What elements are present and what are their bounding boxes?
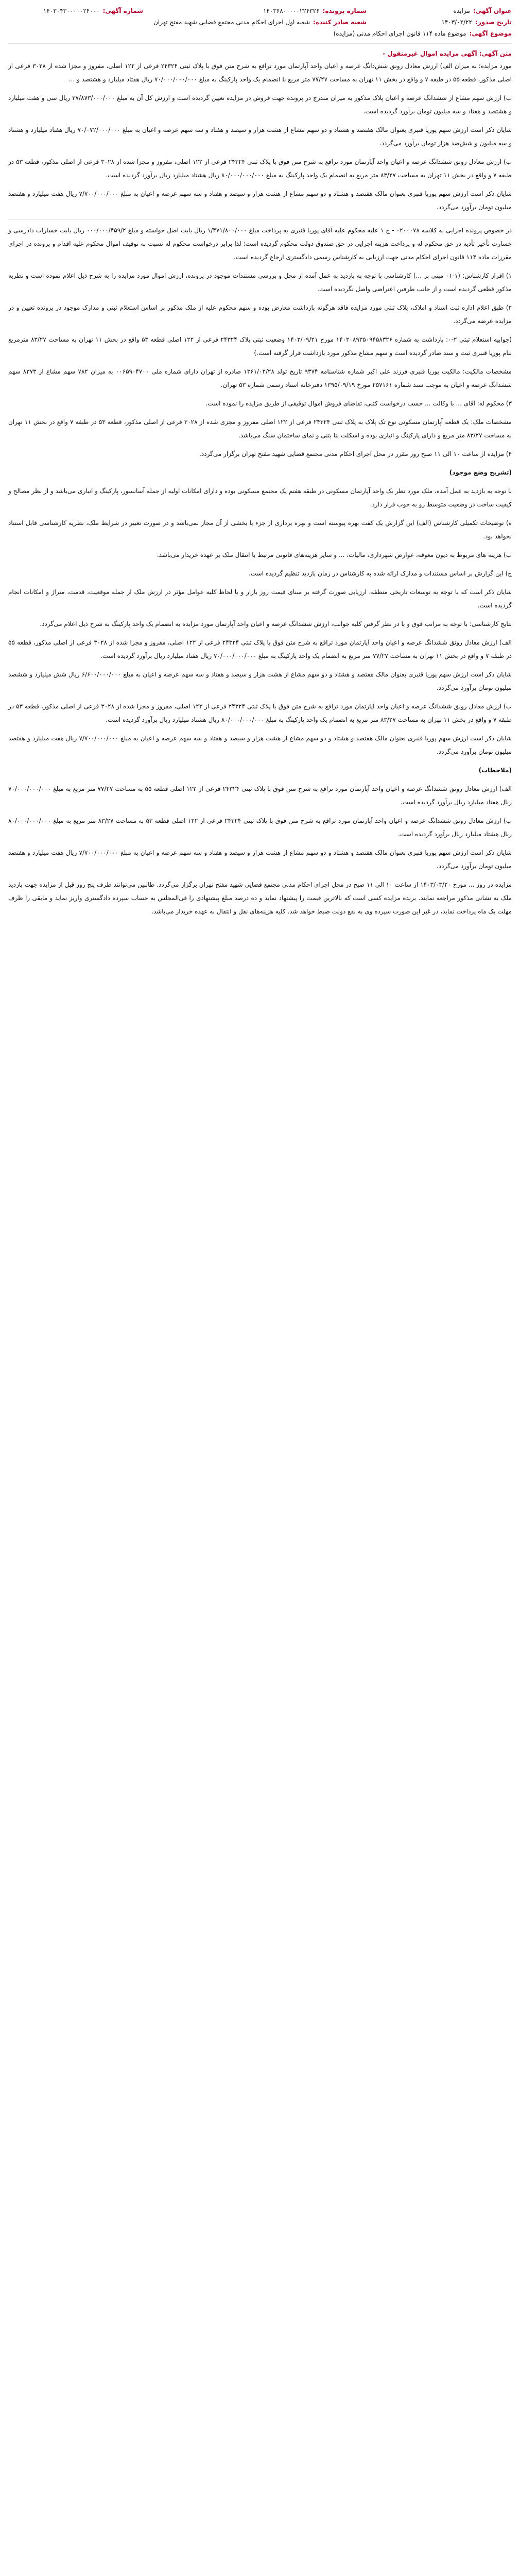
body-paragraph: ۱) اقرار کارشناس: (۱-۰۱ مبنی بر ...) کارشناسی با توجه به بازدید به عمل آمده از محل و بررسی مستندات موجود در پرونده، ارزش اموال مورد مزایده را به شرح ذیل اعلام نموده است و نظریه مذکور قطعی گردیده است و از جانب طرفین اعتراضی واصل نگردیده است. xyxy=(8,272,512,293)
section-heading: (ملاحظات) xyxy=(478,767,512,774)
case-row xyxy=(153,5,367,16)
notice-number-value: ۱۴۰۳۰۴۳۰۰۰۰۰۲۴۰۰۰ xyxy=(43,7,100,14)
subject-row xyxy=(8,28,512,39)
body-paragraph: ۴) مزایده از ساعت ۱۰ الی ۱۱ صبح روز مقرر در محل اجرای احکام مدنی مجتمع قضایی شهید مفتح تهران برگزار می‌گردد. xyxy=(199,450,512,457)
body-paragraph: ب) ارزش معادل رونق ششدانگ عرصه و اعیان واحد آپارتمان مورد ترافع به شرح متن فوق با پلاک ثبتی ۲۴۳۲۴ فرعی از ۱۲۲ اصلی، مفروز و مجزا شده از ۳۰۲۸ فرعی از اصلی مذکور، قطعه ۵۳ در طبقه ۷ و واقع در بخش ۱۱ تهران به مساحت ۸۳/۲۷ متر مربع به انضمام یک واحد پارکینگ به مبلغ ۸۰/۰۰۰/۰۰۰/۰۰۰ ریال هشتاد میلیارد ریال برآورد گردیده است. xyxy=(8,703,512,723)
date-label: تاریخ صدور: xyxy=(475,19,512,26)
issuer-row xyxy=(153,16,367,28)
date-row xyxy=(377,16,512,28)
body-paragraph: الف) ارزش معادل رونق ششدانگ عرصه و اعیان واحد آپارتمان مورد ترافع به شرح متن فوق با پلاک ثبتی ۲۴۳۲۴ فرعی از ۱۲۲ اصلی، مفروز و مجزا شده از ۳۰۲۸ فرعی از اصلی مذکور، قطعه ۵۵ در طبقه ۷ و واقع در بخش ۱۱ تهران به مساحت ۷۷/۲۷ متر مربع به انضمام یک واحد پارکینگ به مبلغ ۷۰/۰۰۰/۰۰۰/۰۰۰ ریال هفتاد میلیارد ریال برآورد گردیده است. xyxy=(8,639,512,659)
date-value: ۱۴۰۳/۰۲/۲۲ xyxy=(441,19,473,26)
case-value: ۱۴۰۳۶۸۰۰۰۰۰۲۲۴۳۲۶ xyxy=(263,7,320,14)
body-paragraph: مشخصات ملک: یک قطعه آپارتمان مسکونی نوع تک پلاک به پلاک ثبتی ۲۴۳۲۴ فرعی از ۱۲۲ اصلی مفروز و مجزی شده از ۳۰۲۸ فرعی از اصلی مذکور، قطعه ۵۳ در طبقه ۷ واقع در بخش ۱۱ تهران به مساحت ۸۳/۲۷ متر مربع و دارای پارکینگ و انباری بوده و اسکلت بنا بتنی و نمای ساختمان سنگ می‌باشد. xyxy=(8,418,512,439)
pagename-label: عنوان آگهی: xyxy=(473,7,512,14)
body-paragraph: مزایده در روز ... مورخ ۱۴۰۳/۰۳/۲۰ از ساعت ۱۰ الی ۱۱ صبح در محل اجرای احکام مدنی مجتمع قضایی شهید مفتح تهران برگزار می‌گردد. طالبین می‌توانند ظرف پنج روز قبل از مزایده جهت بازدید ملک به نشانی مذکور مراجعه نمایند. برنده مزایده کسی است که بالاترین قیمت را پیشنهاد نماید و ده درصد مبلغ پیشنهادی را فی‌المجلس به حساب سپرده دادگستری واریز نماید و مابقی را ظرف مهلت یک ماه پرداخت نماید، در غیر این صورت سپرده وی به نفع دولت ضبط خواهد شد. کلیه هزینه‌های نقل و انتقال به عهده خریدار می‌باشد. xyxy=(8,881,512,915)
body-paragraph: ب) هزینه های مربوط به دیون معوقه، عوارض شهرداری، مالیات، ... و سایر هزینه‌های قانونی مرتبط با انتقال ملک بر عهده خریدار می‌باشد. xyxy=(157,551,512,558)
body-paragraph: (جوابیه استعلام ثبتی ۲-۰: بازداشت به شماره ۱۴۰۲۰۸۹۳۵۰۹۴۵۸۳۲۶ مورخ ۱۴۰۲/۰۹/۲۱ وضعیت ثبتی پلاک ۲۴۳۲۴ فرعی از ۱۲۲ اصلی قطعه ۵۳ واقع در بخش ۱۱ تهران به مساحت ۸۳/۲۷ مترمربع بنام پوریا قنبری ثبت و سند صادر گردیده است و سهم مشاع مذکور مورد بازداشت قرار گرفته است.) xyxy=(8,336,512,357)
issuer-value: شعبه اول اجرای احکام مدنی مجتمع قضایی شهید مفتح تهران xyxy=(153,19,310,26)
body-paragraph: با توجه به بازدید به عمل آمده، ملک مورد نظر یک واحد آپارتمان مسکونی در طبقه هفتم یک مجتمع مسکونی بوده و دارای امکانات اولیه از جمله آسانسور، پارکینگ و انباری می‌باشد و از نظر مصالح و کیفیت ساخت در وضعیت متوسط رو به خوب قرار دارد. xyxy=(8,487,512,508)
notice-body xyxy=(8,59,512,918)
body-paragraph: ۲) طبق اعلام اداره ثبت اسناد و املاک، پلاک ثبتی مورد مزایده فاقد هرگونه بازداشت معارض بوده و سهم محکوم علیه از ملک مذکور بر اساس استعلام ثبتی و مدارک موجود در پرونده تعیین و در مزایده عرضه می‌گردد. xyxy=(8,304,512,325)
body-paragraph: ب) ارزش سهم مشاع از ششدانگ عرصه و اعیان پلاک مذکور به میزان مندرج در پرونده جهت فروش در مزایده تعیین گردیده است و ارزش کل آن به مبلغ ۳۷/۸۷۳/۰۰۰/۰۰۰ ریال سی و هفت میلیارد و هشتصد و هفتاد و سه میلیون تومان برآورد گردیده است. xyxy=(8,94,512,115)
header-middle-column xyxy=(153,5,367,28)
body-paragraph: ۳) محکوم له: آقای ... با وکالت ... حسب درخواست کتبی، تقاضای فروش اموال توقیفی از طریق مزایده را نموده است. xyxy=(205,400,512,407)
header-divider xyxy=(8,43,512,44)
issuer-label: شعبه صادر کننده: xyxy=(313,19,367,26)
pagename-value: مزایده xyxy=(453,7,470,14)
body-title: متن آگهی: آگهی مزایده اموال غیرمنقول - xyxy=(383,50,512,57)
notice-header xyxy=(8,5,512,28)
body-paragraph: شایان ذکر است ارزش سهم پوریا قنبری بعنوان مالک هفتصد و هشتاد و دو سهم مشاع از هشت هزار و سیصد و هفتاد و سه سهم عرصه و اعیان به مبلغ ۷۰/۰۷۲/۰۰۰/۰۰۰ ریال هفتاد میلیارد و هشتاد و سه میلیون و شش‌صد هزار تومان برآورد می‌گردد. xyxy=(8,126,512,147)
pagename-row xyxy=(377,5,512,16)
body-paragraph: شایان ذکر است ارزش سهم پوریا قنبری بعنوان مالک هفتصد و هشتاد و دو سهم مشاع از هشت هزار و سیصد و هفتاد و سه سهم عرصه و اعیان به مبلغ ۷/۷۰۰/۰۰۰/۰۰۰ ریال هفت میلیارد و هفتصد میلیون تومان برآورد می‌گردد. xyxy=(8,735,512,755)
body-paragraph: ب) ارزش معادل رونق ششدانگ عرصه و اعیان واحد آپارتمان مورد ترافع به شرح متن فوق با پلاک ثبتی ۲۴۳۲۴ فرعی از ۱۲۲ اصلی، مفروز و مجزا شده از ۳۰۲۸ فرعی از اصلی مذکور، قطعه ۵۳ در طبقه ۷ و واقع در بخش ۱۱ تهران به مساحت ۸۳/۲۷ متر مربع به انضمام یک واحد پارکینگ به مبلغ ۸۰/۰۰۰/۰۰۰/۰۰۰ ریال هشتاد میلیارد ریال برآورد گردیده است. xyxy=(8,158,512,179)
body-paragraph: ب) ارزش معادل رونق ششدانگ عرصه و اعیان واحد آپارتمان مورد ترافع به شرح متن فوق با پلاک ثبتی ۲۴۳۲۴ فرعی از ۱۲۲ اصلی قطعه ۵۳ به مساحت ۸۳/۲۷ متر مربع به مبلغ ۸۰/۰۰۰/۰۰۰/۰۰۰ ریال هشتاد میلیارد ریال برآورد گردیده است. xyxy=(8,817,512,838)
body-paragraph: در خصوص پرونده اجرایی به کلاسه ۰۲۰۰۰۷۸ - ج ۱ علیه محکوم علیه آقای پوریا قنبری به پرداخت مبلغ ۱/۴۷۱/۸۰۰/۰۰۰ ریال بابت اصل خواسته و مبلغ ۰۰۰/۰۰۰/۴۵۹/۲ ریال بابت خسارات دادرسی و خسارت تأخیر تأدیه در حق محکوم له و پرداخت هزینه اجرایی در حق صندوق دولت محکوم گردیده است؛ لذا برابر درخواست محکوم له نسبت به توقیف اموال محکوم علیه اقدام و پرونده در اجرای مقررات ماده ۱۱۴ قانون اجرای احکام مدنی جهت ارزیابی به کارشناس رسمی دادگستری ارجاع گردیده است. xyxy=(8,227,512,261)
subject-label: موضوع آگهی: xyxy=(469,30,512,37)
case-label: شماره پرونده: xyxy=(322,7,367,14)
header-left-column xyxy=(8,5,143,28)
body-paragraph: شایان ذکر است ارزش سهم پوریا قنبری بعنوان مالک هفتصد و هشتاد و دو سهم مشاع از هشت هزار و سیصد و هفتاد و سه سهم عرصه و اعیان به مبلغ ۷/۷۰۰/۰۰۰/۰۰۰ ریال هفت میلیارد و هفتصد میلیون تومان برآورد می‌گردد. xyxy=(8,849,512,870)
body-paragraph: ه) توضیحات تکمیلی کارشناس (الف) این گزارش یک کفت بهره پیوسته است و بهره برداری از جزء یا بخشی از آن مجاز نمی‌باشد و در صورت تغییر در شرایط ملک، نظریه کارشناسی قابل استناد نخواهد بود. xyxy=(8,519,512,540)
body-paragraph: شایان ذکر است ارزش سهم پوریا قنبری بعنوان مالک هفتصد و هشتاد و دو سهم مشاع از هشت هزار و سیصد و هفتاد و سه سهم عرصه و اعیان به مبلغ ۶/۶۰۰/۰۰۰/۰۰۰ ریال شش میلیارد و ششصد میلیون تومان برآورد می‌گردد. xyxy=(8,671,512,691)
notice-number-label: شماره آگهی: xyxy=(102,7,144,14)
notice-number-row xyxy=(8,5,143,16)
body-paragraph: مورد مزایده؛ به میزان الف) ارزش معادل رونق شش‌دانگ عرصه و اعیان واحد آپارتمان مورد ترافع به شرح متن فوق با پلاک ثبتی ۲۴۳۲۴ فرعی از ۱۲۲ اصلی، مفروز و مجزا شده از ۳۰۲۸ فرعی از اصلی مذکور، قطعه ۵۵ در طبقه ۷ و واقع در بخش ۱۱ تهران به مساحت ۷۷/۲۷ متر مربع با انضمام یک واحد پارکینگ به مبلغ ۷۰/۰۰۰/۰۰۰/۰۰۰ ریال هفتاد میلیارد و هشتصد و ... xyxy=(8,62,512,83)
body-paragraph: الف) ارزش معادل رونق ششدانگ عرصه و اعیان واحد آپارتمان مورد ترافع به شرح متن فوق با پلاک ثبتی ۲۴۳۲۴ فرعی از ۱۲۲ اصلی قطعه ۵۵ به مساحت ۷۷/۲۷ متر مربع به مبلغ ۷۰/۰۰۰/۰۰۰/۰۰۰ ریال هفتاد میلیارد ریال برآورد گردیده است. xyxy=(8,785,512,806)
body-paragraph: شایان ذکر است ارزش سهم پوریا قنبری بعنوان مالک هفتصد و هشتاد و دو سهم مشاع از هشت هزار و سیصد و هفتاد و سه سهم عرصه و اعیان به مبلغ ۷/۷۰۰/۰۰۰/۰۰۰ ریال هفت میلیارد و هفتصد میلیون تومان برآورد می‌گردد. xyxy=(8,190,512,211)
section-heading: (تشریح وضع موجود) xyxy=(449,469,512,476)
body-paragraph: نتایج کارشناسی: با توجه به مراتب فوق و با در نظر گرفتن کلیه جوانب، ارزش ششدانگ عرصه و اعیان واحد آپارتمان مورد مزایده به انضمام یک واحد پارکینگ به شرح ذیل اعلام می‌گردد. xyxy=(40,620,512,628)
body-paragraph: شایان ذکر است که با توجه به توسعات تاریخی منطقه، ارزیابی صورت گرفته بر مبنای قیمت روز بازار و با لحاظ کلیه عوامل مؤثر در ارزش ملک از جمله موقعیت، قدمت، متراژ و امکانات انجام گردیده است. xyxy=(8,588,512,609)
header-right-column xyxy=(377,5,512,28)
subject-value: موضوع ماده ۱۱۴ قانون اجرای احکام مدنی (مزایده) xyxy=(333,30,466,37)
body-paragraph: ج) این گزارش بر اساس مستندات و مدارک ارائه شده به کارشناس در زمان بازدید تنظیم گردیده است. xyxy=(249,570,512,577)
body-paragraph: مشخصات مالکیت: مالکیت پوریا قنبری فرزند علی اکبر شماره شناسنامه ۹۳۷۴ تاریخ تولد ۱۳۶۱/۰۲/۲۸ صادره از تهران دارای شماره ملی ۰۰۶۵۹۰۴۷۰۰ به میزان ۷۸۲ سهم مشاع از ۸۳۷۳ سهم ششدانگ عرصه و اعیان به موجب سند شماره ۲۵۷۱۶۱ مورخ ۱۳۹۵/۰۹/۱۹ دفترخانه اسناد رسمی شماره ۵۳ تهران. xyxy=(8,368,512,388)
